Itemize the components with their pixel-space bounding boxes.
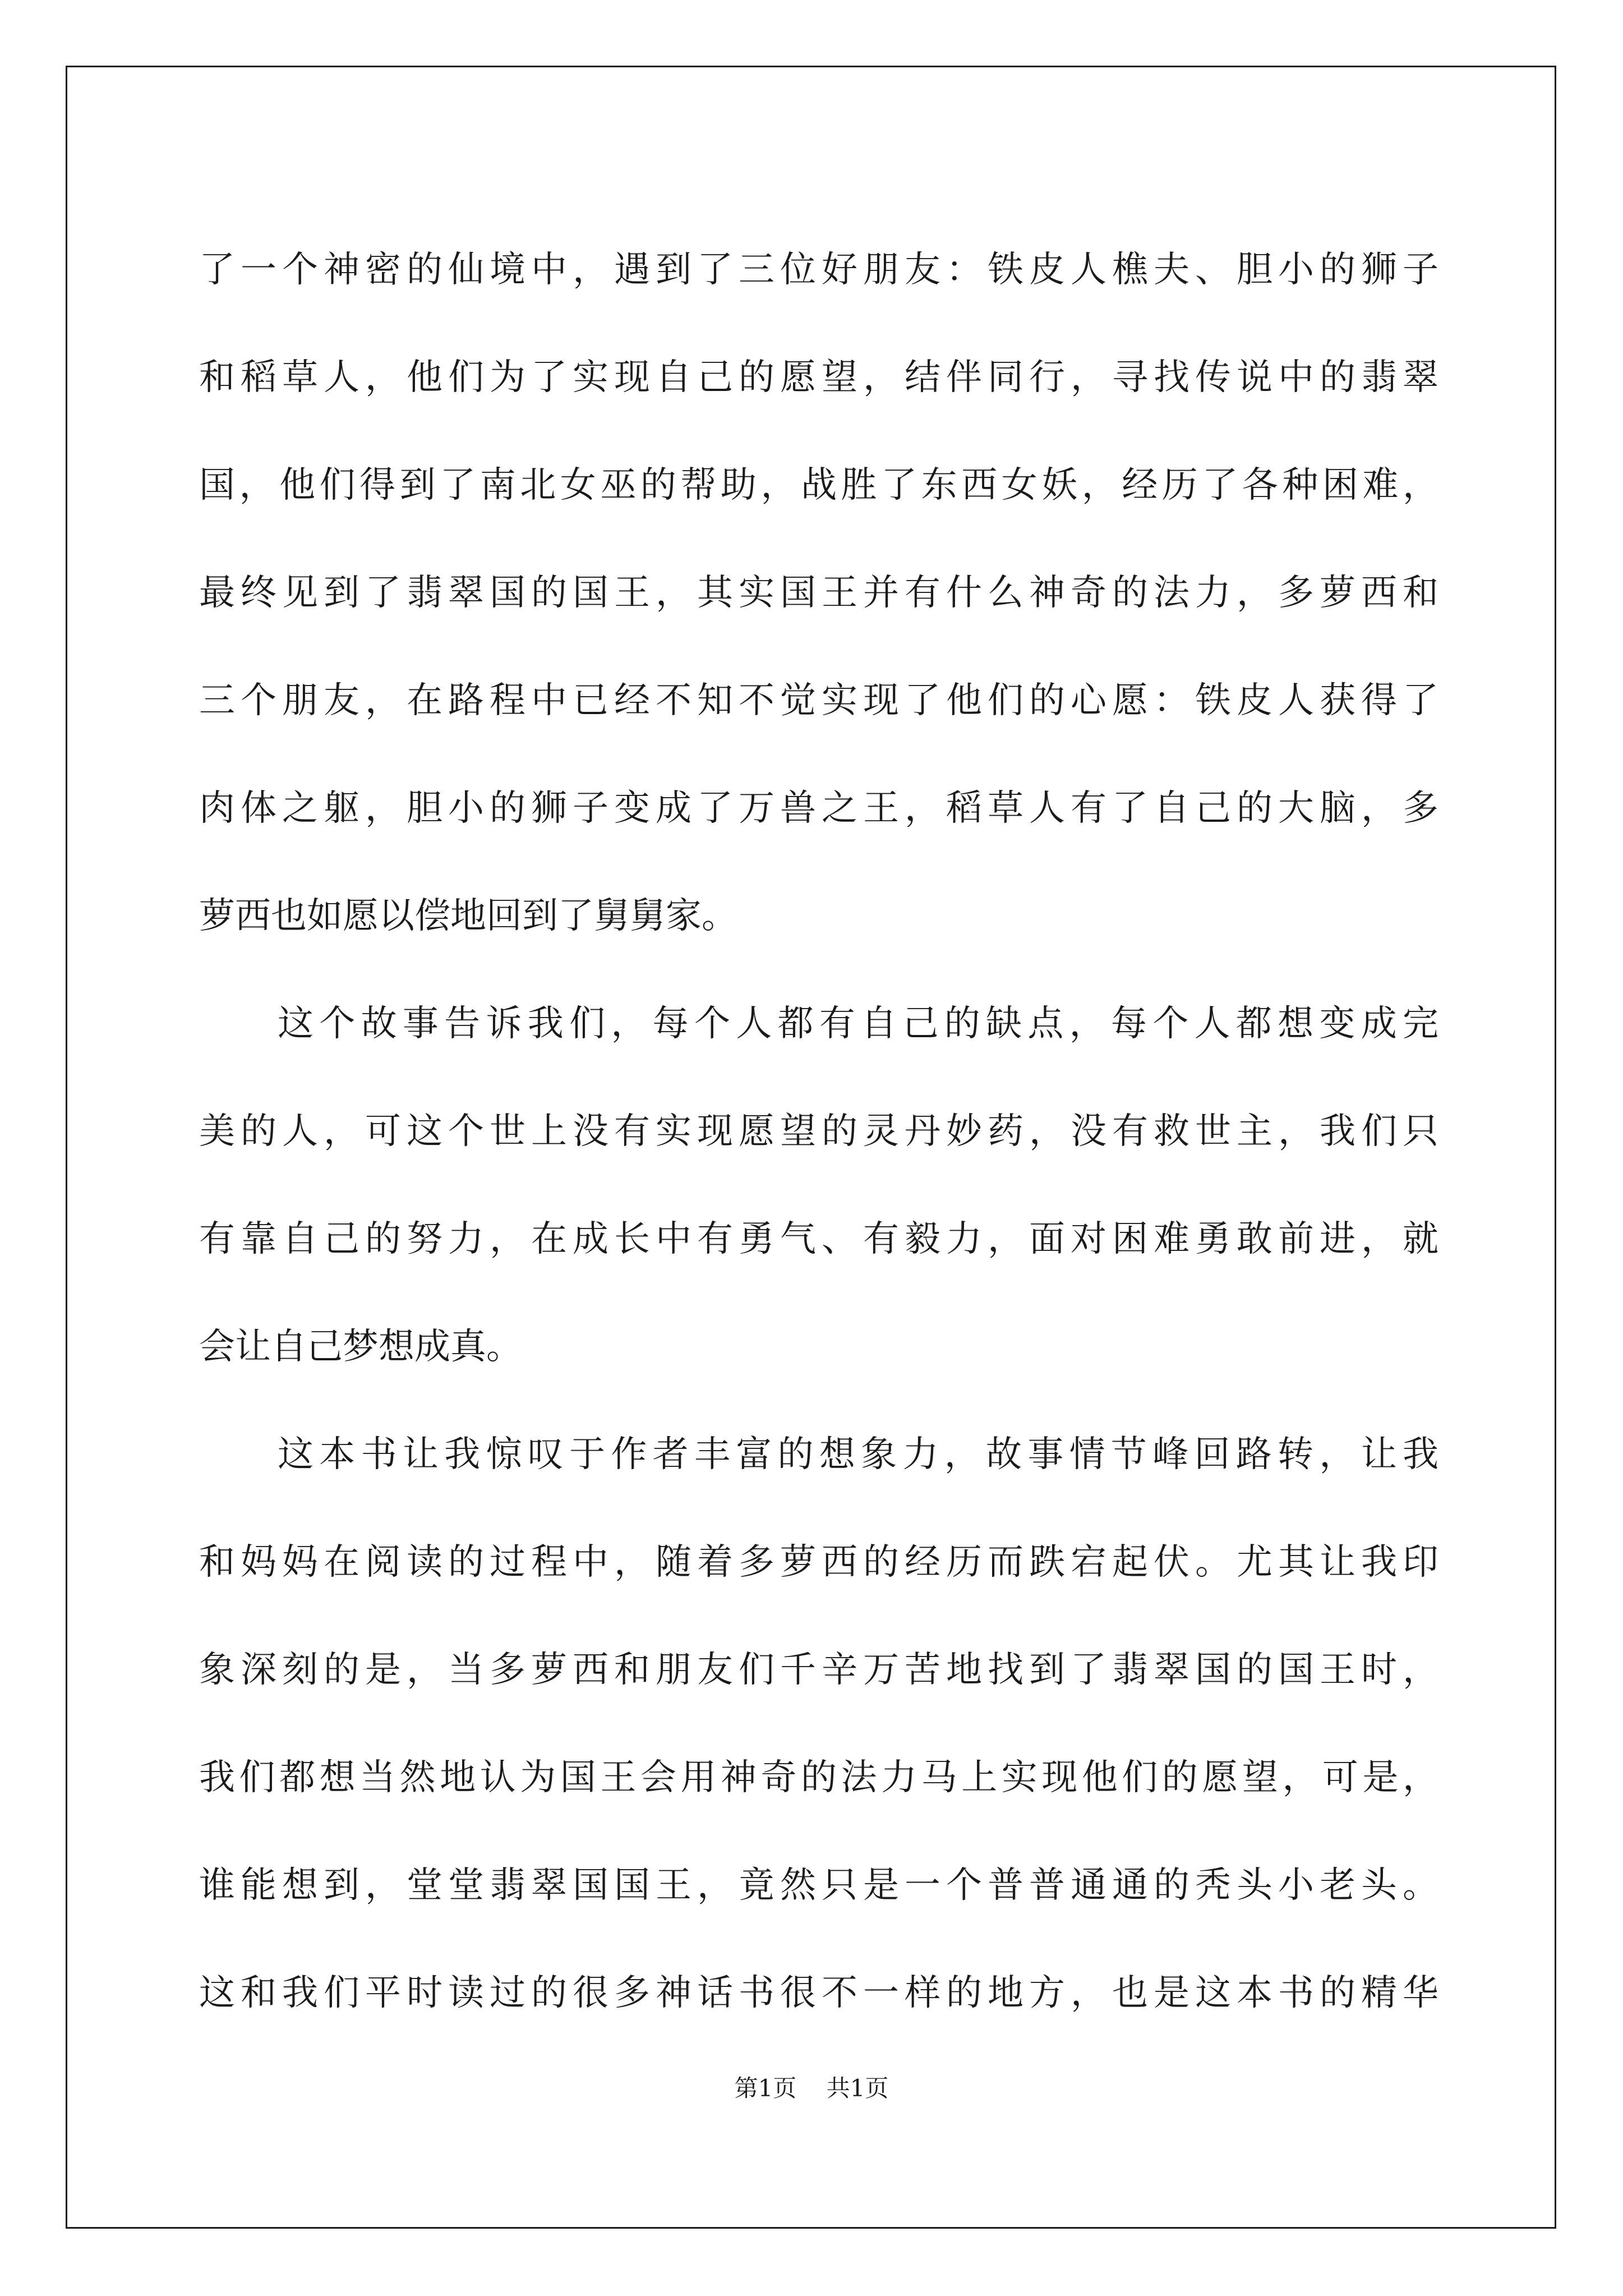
text-line: 我们都想当然地认为国王会用神奇的法力马上实现他们的愿望，可是， <box>199 1757 1438 1798</box>
page-footer <box>0 2070 1623 2104</box>
text-line: 萝西也如愿以偿地回到了舅舅家。 <box>199 895 737 937</box>
text-line: 国，他们得到了南北女巫的帮助，战胜了东西女妖，经历了各种困难， <box>199 464 1438 506</box>
text-line: 会让自己梦想成真。 <box>199 1326 522 1368</box>
text-line: 这本书让我惊叹于作者丰富的想象力，故事情节峰回路转，让我 <box>278 1434 1438 1475</box>
text-line: 了一个神密的仙境中，遇到了三位好朋友：铁皮人樵夫、胆小的狮子 <box>199 249 1438 291</box>
text-line: 最终见到了翡翠国的国王，其实国王并有什么神奇的法力，多萝西和 <box>199 572 1438 614</box>
text-line: 三个朋友，在路程中已经不知不觉实现了他们的心愿：铁皮人获得了 <box>199 680 1438 721</box>
text-line: 象深刻的是，当多萝西和朋友们千辛万苦地找到了翡翠国的国王时， <box>199 1649 1438 1691</box>
page-number: 第1页 <box>734 2074 797 2102</box>
text-line: 谁能想到，堂堂翡翠国国王，竟然只是一个普普通通的秃头小老头。 <box>199 1865 1438 1906</box>
text-line: 有靠自己的努力，在成长中有勇气、有毅力，面对困难勇敢前进，就 <box>199 1218 1438 1260</box>
document-body <box>199 216 1438 2047</box>
text-line: 美的人，可这个世上没有实现愿望的灵丹妙药，没有救世主，我们只 <box>199 1111 1438 1152</box>
text-line: 这和我们平时读过的很多神话书很不一样的地方，也是这本书的精华 <box>199 1972 1438 2014</box>
text-line: 肉体之躯，胆小的狮子变成了万兽之王，稻草人有了自己的大脑，多 <box>199 788 1438 829</box>
paragraph-1 <box>199 216 1438 970</box>
paragraph-2 <box>199 970 1438 1401</box>
paragraph-3 <box>199 1401 1438 2047</box>
page-total: 共1页 <box>826 2074 889 2102</box>
text-line: 这个故事告诉我们，每个人都有自己的缺点，每个人都想变成完 <box>278 1003 1438 1045</box>
text-line: 和稻草人，他们为了实现自己的愿望，结伴同行，寻找传说中的翡翠 <box>199 357 1438 398</box>
text-line: 和妈妈在阅读的过程中，随着多萝西的经历而跌宕起伏。尤其让我印 <box>199 1542 1438 1583</box>
